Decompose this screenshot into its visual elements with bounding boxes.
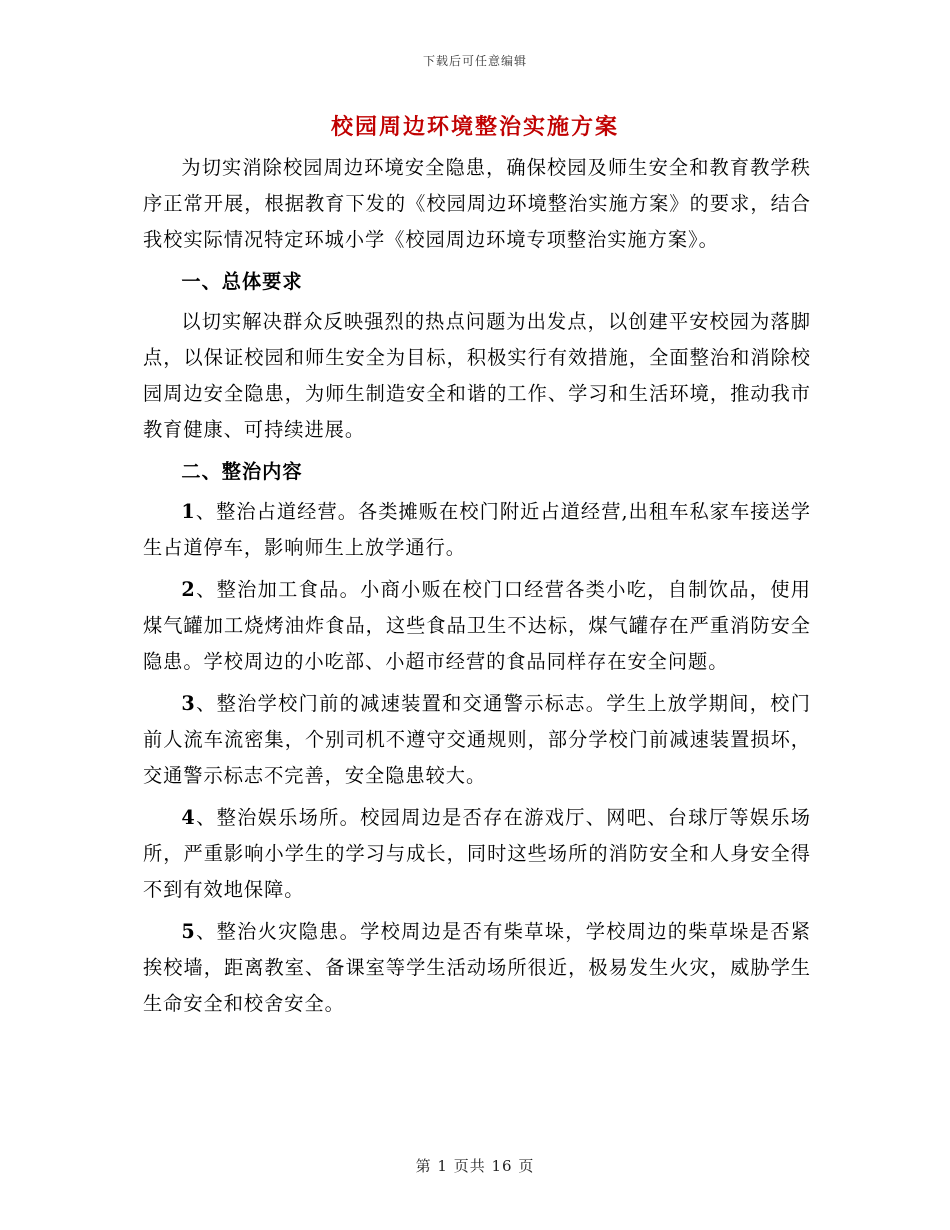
list-item-number: 5 (181, 920, 196, 943)
section-heading-general-requirements: 一、总体要求 (181, 270, 303, 293)
list-item-number: 3 (181, 692, 196, 715)
header-note: 下载后可任意编辑 (422, 54, 527, 68)
list-item-text: 、整治娱乐场所。校园周边是否存在游戏厅、网吧、台球厅等娱乐场所，严重影响小学生的学习与成长，同时这些场所的消防安全和人身安全得不到有效地保障。 (143, 806, 811, 901)
list-item-number: 1 (181, 500, 196, 523)
page-number: 第 1 页共 16 页 (415, 1157, 535, 1175)
list-item-text: 、整治学校门前的减速装置和交通警示标志。学生上放学期间，校门前人流车流密集，个别司机不遵守交通规则，部分学校门前减速装置损坏，交通警示标志不完善，安全隐患较大。 (143, 692, 811, 787)
document-title: 校园周边环境整治实施方案 (330, 114, 619, 140)
general-requirements-paragraph: 以切实解决群众反映强烈的热点问题为出发点，以创建平安校园为落脚点，以保证校园和师生安全为目标，积极实行有效措施，全面整治和消除校园周边安全隐患，为师生制造安全和谐的工作、学习和生活环境，推动我市教育健康、可持续进展。 (143, 310, 811, 441)
list-item (143, 914, 811, 1022)
list-item-number: 4 (181, 806, 196, 829)
section-heading-rectification-content: 二、整治内容 (181, 460, 303, 483)
list-item-text: 、整治加工食品。小商小贩在校门口经营各类小吃，自制饮品，使用煤气罐加工烧烤油炸食品，这些食品卫生不达标，煤气罐存在严重消防安全隐患。学校周边的小吃部、小超市经营的食品同样存在安全问题。 (143, 578, 811, 673)
intro-paragraph: 为切实消除校园周边环境安全隐患，确保校园及师生安全和教育教学秩序正常开展，根据教育下发的《校园周边环境整治实施方案》的要求，结合我校实际情况特定环城小学《校园周边环境专项整治实施方案》。 (143, 156, 811, 251)
list-item (143, 800, 811, 908)
list-item (143, 572, 811, 680)
list-item (143, 494, 811, 566)
list-item-number: 2 (181, 578, 196, 601)
list-item-text: 、整治火灾隐患。学校周边是否有柴草垛，学校周边的柴草垛是否紧挨校墙，距离教室、备课室等学生活动场所很近，极易发生火灾，威胁学生生命安全和校舍安全。 (143, 920, 811, 1015)
list-item (143, 686, 811, 794)
list-item-text: 、整治占道经营。各类摊贩在校门附近占道经营,出租车私家车接送学生占道停车，影响师生上放学通行。 (143, 500, 811, 559)
document-body (143, 150, 811, 1022)
